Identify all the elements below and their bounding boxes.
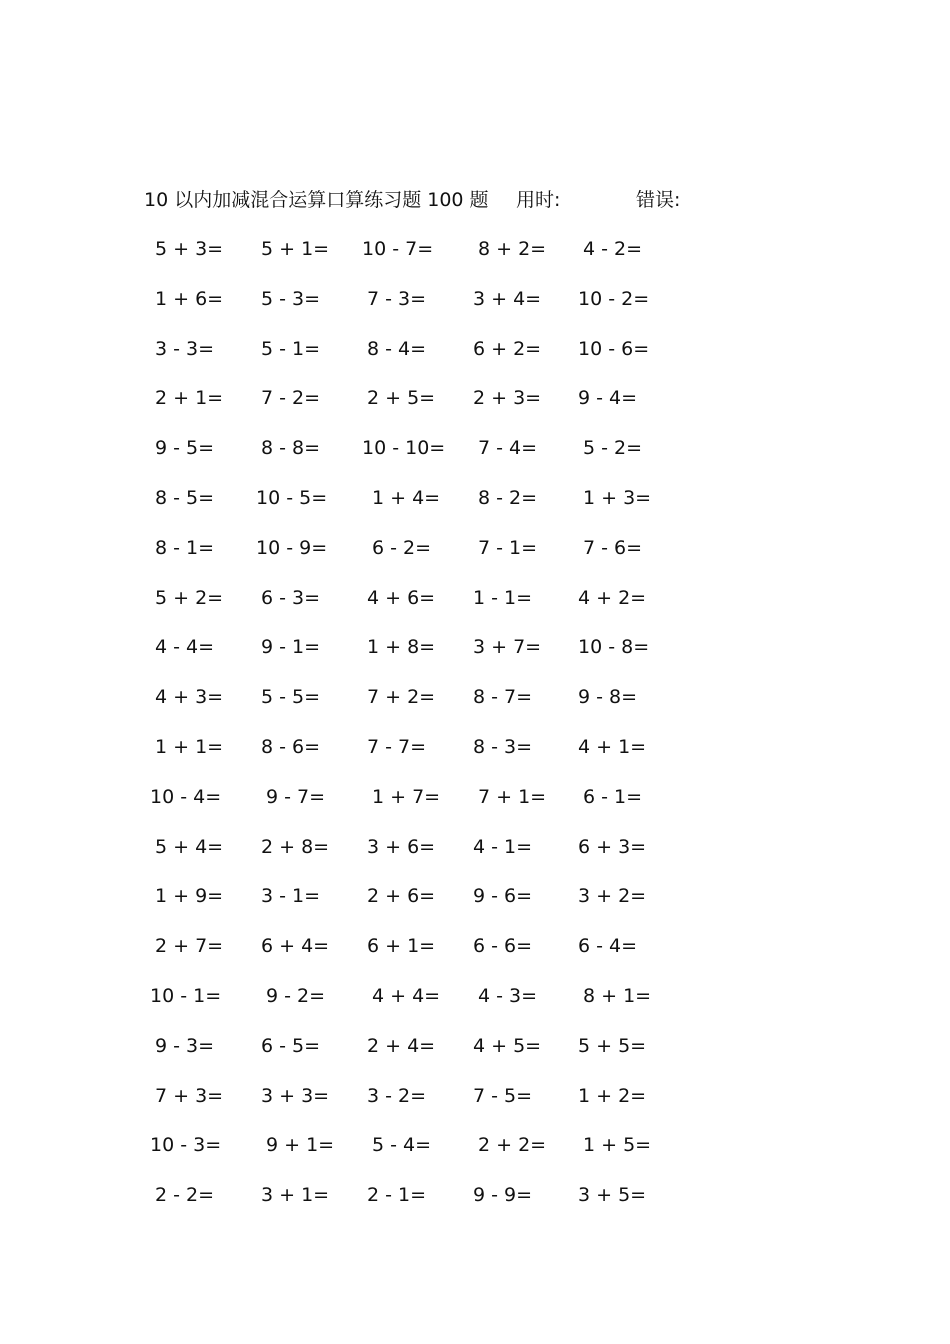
problem-item: 1 - 1= <box>473 586 533 609</box>
problem-item: 5 - 4= <box>372 1134 432 1157</box>
problem-row <box>140 1181 700 1231</box>
error-label: 错误: <box>636 189 681 211</box>
problem-item: 7 - 5= <box>473 1084 533 1107</box>
problem-item: 6 - 3= <box>261 586 321 609</box>
problem-item: 3 + 4= <box>473 287 542 310</box>
problem-item: 3 - 1= <box>261 885 321 908</box>
problem-item: 6 - 5= <box>261 1034 321 1057</box>
problem-item: 7 - 1= <box>478 536 538 559</box>
problem-item: 6 - 2= <box>372 536 432 559</box>
problem-row <box>140 982 700 1032</box>
problem-item: 1 + 6= <box>155 287 224 310</box>
problem-item: 4 + 4= <box>372 984 441 1007</box>
problem-item: 9 - 8= <box>578 686 638 709</box>
problem-item: 1 + 3= <box>583 486 652 509</box>
problem-item: 10 - 4= <box>150 785 222 808</box>
problem-item: 4 - 1= <box>473 835 533 858</box>
problem-item: 2 - 2= <box>155 1184 215 1207</box>
problem-item: 6 - 4= <box>578 935 638 958</box>
problem-item: 9 - 3= <box>155 1034 215 1057</box>
problem-row <box>140 932 700 982</box>
problem-item: 4 + 2= <box>578 586 647 609</box>
problem-item: 1 + 7= <box>372 785 441 808</box>
problem-row <box>140 384 700 434</box>
problem-item: 7 + 3= <box>155 1084 224 1107</box>
problem-item: 8 - 4= <box>367 337 427 360</box>
problem-item: 8 - 7= <box>473 686 533 709</box>
problem-row <box>140 434 700 484</box>
problem-item: 8 + 2= <box>478 238 547 260</box>
problem-item: 7 - 3= <box>367 287 427 310</box>
problem-item: 6 - 6= <box>473 935 533 958</box>
problem-item: 3 + 2= <box>578 885 647 908</box>
problem-item: 6 - 1= <box>583 785 643 808</box>
problem-item: 2 + 3= <box>473 387 542 410</box>
problem-row <box>140 683 700 733</box>
problem-item: 7 + 2= <box>367 686 436 709</box>
problem-item: 5 + 3= <box>155 238 224 260</box>
problem-item: 7 - 6= <box>583 536 643 559</box>
problem-grid <box>140 235 700 1231</box>
problem-item: 9 - 7= <box>266 785 326 808</box>
problem-item: 5 + 1= <box>261 238 330 260</box>
problem-row <box>140 1082 700 1132</box>
problem-row <box>140 882 700 932</box>
problem-row <box>140 633 700 683</box>
problem-item: 9 - 5= <box>155 437 215 460</box>
problem-row <box>140 1032 700 1082</box>
problem-item: 5 + 4= <box>155 835 224 858</box>
problem-item: 7 - 7= <box>367 735 427 758</box>
problem-item: 5 - 1= <box>261 337 321 360</box>
problem-item: 6 + 4= <box>261 935 330 958</box>
problem-item: 10 - 1= <box>150 984 222 1007</box>
problem-item: 2 + 2= <box>478 1134 547 1157</box>
problem-item: 6 + 2= <box>473 337 542 360</box>
problem-item: 1 + 1= <box>155 735 224 758</box>
problem-item: 2 + 7= <box>155 935 224 958</box>
problem-item: 5 - 5= <box>261 686 321 709</box>
problem-item: 2 + 5= <box>367 387 436 410</box>
problem-item: 8 - 8= <box>261 437 321 460</box>
problem-item: 1 + 8= <box>367 636 436 659</box>
problem-item: 4 + 6= <box>367 586 436 609</box>
time-label: 用时: <box>516 189 561 211</box>
problem-item: 2 + 8= <box>261 835 330 858</box>
problem-item: 9 - 4= <box>578 387 638 410</box>
problem-item: 3 - 3= <box>155 337 215 360</box>
problem-item: 2 + 4= <box>367 1034 436 1057</box>
problem-item: 8 + 1= <box>583 984 652 1007</box>
problem-item: 7 - 4= <box>478 437 538 460</box>
problem-item: 8 - 1= <box>155 536 215 559</box>
problem-item: 9 - 1= <box>261 636 321 659</box>
problem-item: 3 + 1= <box>261 1184 330 1207</box>
problem-item: 6 + 1= <box>367 935 436 958</box>
problem-item: 1 + 2= <box>578 1084 647 1107</box>
worksheet-header <box>144 186 764 214</box>
problem-item: 3 + 5= <box>578 1184 647 1207</box>
problem-item: 10 - 6= <box>578 337 650 360</box>
problem-item: 4 + 5= <box>473 1034 542 1057</box>
problem-item: 7 - 2= <box>261 387 321 410</box>
problem-item: 3 - 2= <box>367 1084 427 1107</box>
problem-item: 10 - 10= <box>362 437 446 460</box>
problem-item: 5 + 5= <box>578 1034 647 1057</box>
problem-row <box>140 335 700 385</box>
problem-item: 3 + 3= <box>261 1084 330 1107</box>
problem-item: 10 - 3= <box>150 1134 222 1157</box>
problem-item: 9 - 9= <box>473 1184 533 1207</box>
problem-item: 4 - 2= <box>583 238 643 260</box>
problem-item: 10 - 8= <box>578 636 650 659</box>
problem-item: 4 - 3= <box>478 984 538 1007</box>
problem-row <box>140 783 700 833</box>
problem-item: 9 - 6= <box>473 885 533 908</box>
problem-item: 1 + 5= <box>583 1134 652 1157</box>
problem-item: 5 - 2= <box>583 437 643 460</box>
problem-item: 4 - 4= <box>155 636 215 659</box>
problem-item: 8 - 2= <box>478 486 538 509</box>
problem-item: 7 + 1= <box>478 785 547 808</box>
problem-item: 3 + 7= <box>473 636 542 659</box>
problem-item: 1 + 9= <box>155 885 224 908</box>
problem-item: 9 - 2= <box>266 984 326 1007</box>
problem-row <box>140 484 700 534</box>
problem-item: 2 + 1= <box>155 387 224 410</box>
problem-row <box>140 733 700 783</box>
problem-row <box>140 584 700 634</box>
problem-item: 5 - 3= <box>261 287 321 310</box>
problem-item: 2 - 1= <box>367 1184 427 1207</box>
problem-item: 10 - 5= <box>256 486 328 509</box>
problem-item: 10 - 2= <box>578 287 650 310</box>
problem-item: 10 - 7= <box>362 238 434 260</box>
problem-item: 2 + 6= <box>367 885 436 908</box>
problem-item: 4 + 3= <box>155 686 224 709</box>
problem-row <box>140 285 700 335</box>
problem-item: 4 + 1= <box>578 735 647 758</box>
problem-item: 8 - 5= <box>155 486 215 509</box>
problem-item: 10 - 9= <box>256 536 328 559</box>
problem-item: 6 + 3= <box>578 835 647 858</box>
problem-item: 3 + 6= <box>367 835 436 858</box>
problem-row <box>140 534 700 584</box>
problem-item: 5 + 2= <box>155 586 224 609</box>
problem-item: 8 - 3= <box>473 735 533 758</box>
problem-row <box>140 833 700 883</box>
problem-item: 1 + 4= <box>372 486 441 509</box>
problem-item: 8 - 6= <box>261 735 321 758</box>
problem-item: 9 + 1= <box>266 1134 335 1157</box>
problem-row <box>140 235 700 285</box>
worksheet-title: 10 以内加减混合运算口算练习题 100 题 <box>144 189 489 211</box>
problem-row <box>140 1131 700 1181</box>
